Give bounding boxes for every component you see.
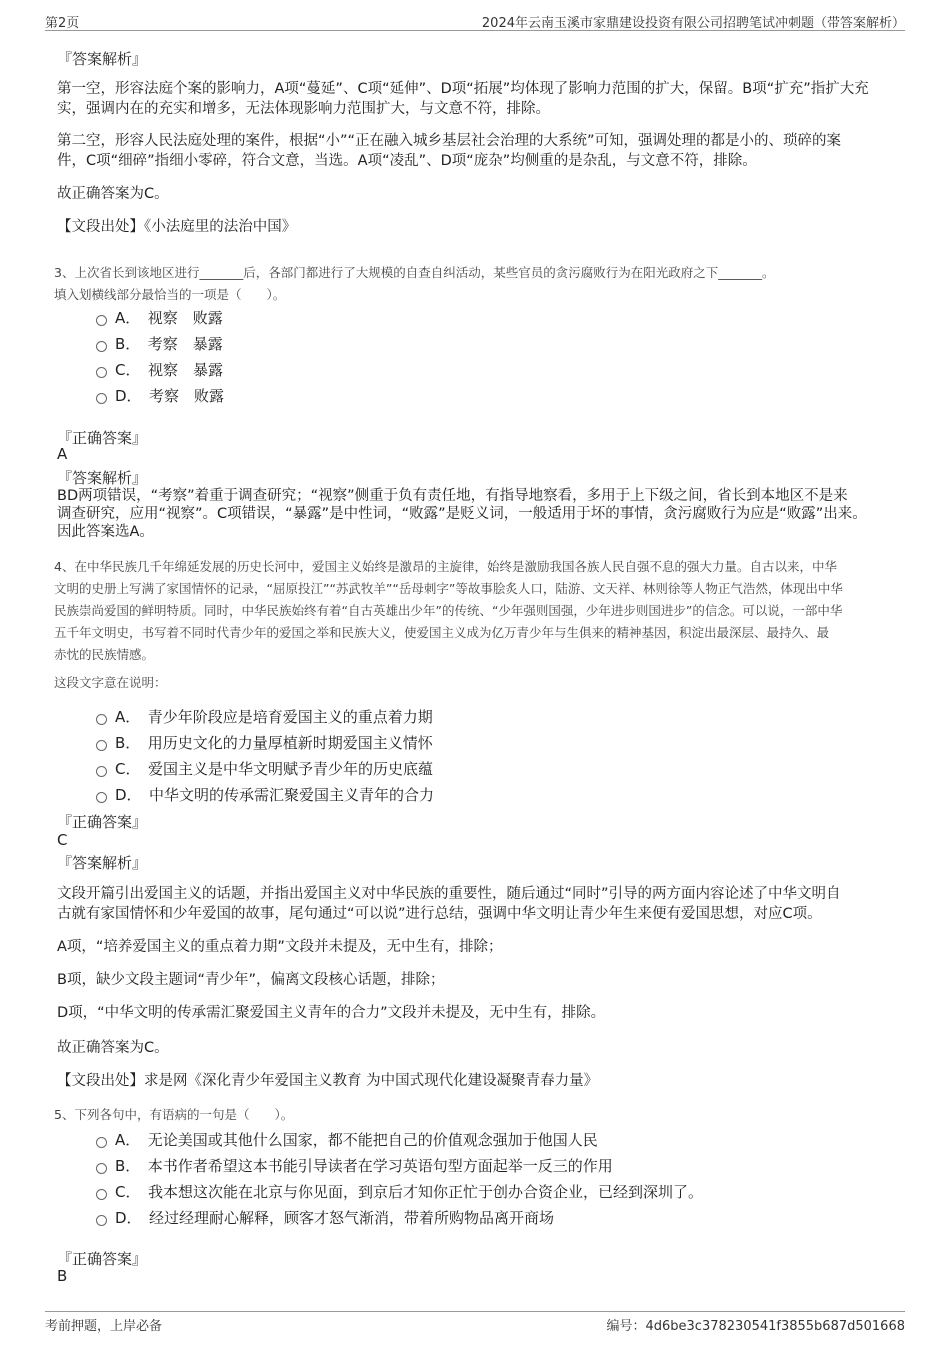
page-number: 第2页: [45, 16, 80, 31]
radio-icon[interactable]: [96, 1137, 107, 1148]
q5-stem: 5、下列各句中，有语病的一句是（ ）。: [54, 1107, 294, 1122]
q5-correct-answer: B: [57, 1267, 68, 1285]
q5-correct-label: 『正确答案』: [57, 1250, 148, 1268]
q3-option-b[interactable]: B． 考察 暴露: [96, 333, 223, 354]
q3-analysis-label: 『答案解析』: [57, 469, 148, 487]
q3-analysis-line3: 因此答案选A。: [57, 524, 154, 540]
footer-slogan: 考前押题，上岸必备: [45, 1319, 163, 1334]
q4-analysis-a: A项，“培养爱国主义的重点着力期”文段并未提及，无中生有，排除；: [57, 939, 503, 955]
q2-analysis-p1-line2: 实，强调内在的充实和增多，无法体现影响力范围扩大，与文意不符，排除。: [57, 101, 550, 117]
q3-correct-answer: A: [57, 445, 68, 463]
q4-option-c[interactable]: C． 爱国主义是中华文明赋予青少年的历史底蕴: [96, 758, 433, 779]
q4-stem-line5: 赤忱的民族情感。: [54, 647, 155, 662]
q3-analysis-line1: BD两项错误，“考察”着重于调查研究；“视察”侧重于负有责任地，有指导地察看，多用于上下级之间，省长到本地区不是来: [57, 488, 848, 504]
q4-source: 【文段出处】求是网《深化青少年爱国主义教育 为中国式现代化建设凝聚青春力量》: [57, 1073, 599, 1089]
radio-icon[interactable]: [96, 367, 107, 378]
q5-option-b[interactable]: B． 本书作者希望这本书能引导读者在学习英语句型方面起举一反三的作用: [96, 1155, 613, 1176]
q4-option-d[interactable]: D． 中华文明的传承需汇聚爱国主义青年的合力: [96, 784, 434, 805]
q3-option-d[interactable]: D． 考察 败露: [96, 385, 224, 406]
q4-stem-line4: 五千年文明史，书写着不同时代青少年的爱国之举和民族大义，使爱国主义成为亿万青少年与生俱来的精神基因，积淀出最深层、最持久、最: [54, 625, 830, 640]
q3-option-a[interactable]: A． 视察 败露: [96, 307, 223, 328]
q2-analysis-label: 『答案解析』: [57, 50, 148, 68]
q3-stem-line1: 3、上次省长到该地区进行_______后，各部门都进行了大规模的自查自纠活动，某些官员的贪污腐败行为在阳光政府之下_______。: [54, 265, 775, 280]
q4-conclusion: 故正确答案为C。: [57, 1040, 169, 1056]
q4-analysis-label: 『答案解析』: [57, 854, 148, 872]
q4-stem-line1: 4、在中华民族几千年绵延发展的历史长河中，爱国主义始终是激昂的主旋律，始终是激励我国各族人民自强不息的强大力量。自古以来，中华: [54, 559, 837, 574]
radio-icon[interactable]: [96, 393, 107, 404]
q3-option-c[interactable]: C． 视察 暴露: [96, 359, 223, 380]
q4-analysis-d: D项，“中华文明的传承需汇聚爱国主义青年的合力”文段并未提及，无中生有，排除。: [57, 1005, 606, 1021]
q3-correct-label: 『正确答案』: [57, 429, 148, 447]
q2-analysis-p1-line1: 第一空，形容法庭个案的影响力，A项“蔓延”、C项“延伸”、D项“拓展”均体现了影响力范围的扩大，保留。B项“扩充”指扩大充: [57, 81, 869, 97]
document-title: 2024年云南玉溪市家鼎建设投资有限公司招聘笔试冲刺题（带答案解析）: [481, 16, 905, 31]
q2-analysis-p2-line1: 第二空，形容人民法庭处理的案件，根据“小”“正在融入城乡基层社会治理的大系统”可知，强调处理的都是小的、琐碎的案: [57, 133, 842, 149]
q4-correct-answer: C: [57, 831, 68, 849]
q4-correct-label: 『正确答案』: [57, 813, 148, 831]
radio-icon[interactable]: [96, 1189, 107, 1200]
footer-code: 编号：4d6be3c378230541f3855b687d501668: [606, 1319, 905, 1334]
q4-analysis-line2: 古就有家国情怀和少年爱国的故事，尾句通过“可以说”进行总结，强调中华文明让青少年生来便有爱国思想，对应C项。: [57, 906, 822, 922]
radio-icon[interactable]: [96, 714, 107, 725]
radio-icon[interactable]: [96, 315, 107, 326]
q4-stem-line3: 民族崇尚爱国的鲜明特质。同时，中华民族始终有着“自古英雄出少年”的传统、“少年强则国强，少年进步则国进步”的信念。可以说，一部中华: [54, 603, 843, 618]
q4-stem-line2: 文明的史册上写满了家国情怀的记录，“屈原投江”“苏武牧羊”“岳母刺字”等故事脍炙人口，陆游、文天祥、林则徐等人物正气浩然，体现出中华: [54, 581, 843, 596]
q2-conclusion: 故正确答案为C。: [57, 186, 169, 202]
q4-analysis-b: B项，缺少文段主题词“青少年”，偏离文段核心话题，排除；: [57, 972, 445, 988]
radio-icon[interactable]: [96, 1163, 107, 1174]
q2-analysis-p2-line2: 件，C项“细碎”指细小零碎，符合文意，当选。A项“凌乱”、D项“庞杂”均侧重的是杂乱，与文意不符，排除。: [57, 153, 757, 169]
q4-option-b[interactable]: B． 用历史文化的力量厚植新时期爱国主义情怀: [96, 732, 433, 753]
radio-icon[interactable]: [96, 792, 107, 803]
radio-icon[interactable]: [96, 1215, 107, 1226]
q3-analysis-line2: 调查研究，应用“视察”。C项错误，“暴露”是中性词，“败露”是贬义词，一般适用于坏的事情，贪污腐败行为应是“败露”出来。: [57, 506, 867, 522]
radio-icon[interactable]: [96, 766, 107, 777]
q4-analysis-line1: 文段开篇引出爱国主义的话题，并指出爱国主义对中华民族的重要性，随后通过“同时”引导的两方面内容论述了中华文明自: [57, 886, 841, 902]
q5-option-d[interactable]: D． 经过经理耐心解释，顾客才怒气渐消，带着所购物品离开商场: [96, 1207, 554, 1228]
radio-icon[interactable]: [96, 341, 107, 352]
q4-question: 这段文字意在说明：: [54, 675, 167, 690]
q3-stem-line2: 填入划横线部分最恰当的一项是（ ）。: [54, 287, 286, 302]
q5-option-a[interactable]: A． 无论美国或其他什么国家，都不能把自己的价值观念强加于他国人民: [96, 1129, 598, 1150]
q2-source: 【文段出处】《小法庭里的法治中国》: [57, 219, 297, 235]
radio-icon[interactable]: [96, 740, 107, 751]
q4-option-a[interactable]: A． 青少年阶段应是培育爱国主义的重点着力期: [96, 706, 433, 727]
q5-option-c[interactable]: C． 我本想这次能在北京与你见面，到京后才知你正忙于创办合资企业，已经到深圳了。: [96, 1181, 703, 1202]
page-header: [45, 8, 905, 31]
page-footer: [45, 1311, 905, 1334]
